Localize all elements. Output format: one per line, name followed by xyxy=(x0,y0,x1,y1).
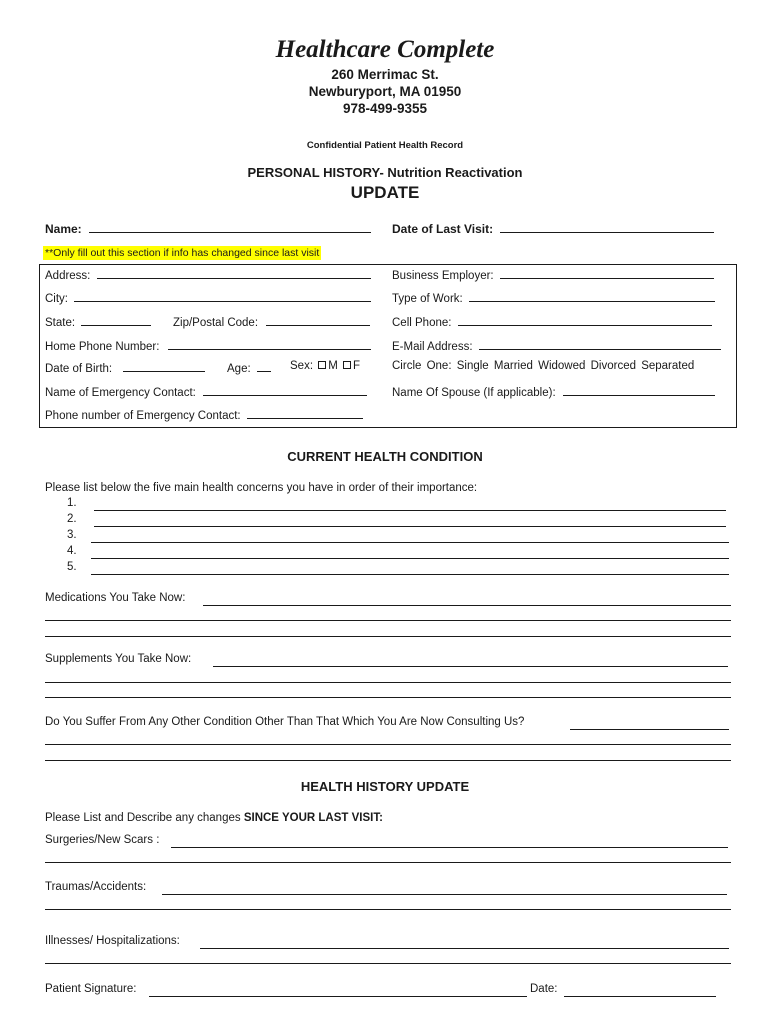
clinic-phone: 978-499-9355 xyxy=(342,101,428,116)
emergency-contact-label: Name of Emergency Contact: xyxy=(45,387,196,399)
name-line[interactable] xyxy=(89,221,371,233)
clinic-title: Healthcare Complete xyxy=(275,36,495,63)
work-type-field[interactable] xyxy=(392,290,715,305)
update-notice: **Only fill out this section if info has changed since last visit xyxy=(45,247,320,259)
marital-option-single[interactable]: Single xyxy=(456,360,489,372)
email-field[interactable] xyxy=(392,338,721,353)
spouse-field[interactable] xyxy=(392,384,715,399)
concern-line-2[interactable] xyxy=(94,526,726,527)
surgeries-label: Surgeries/New Scars : xyxy=(45,834,160,846)
other-condition-line-3[interactable] xyxy=(45,760,731,761)
spouse-label: Name Of Spouse (If applicable): xyxy=(392,387,556,399)
history-instructions-emphasis: SINCE YOUR LAST VISIT: xyxy=(243,812,383,824)
medications-line-3[interactable] xyxy=(45,636,731,637)
concern-line-3[interactable] xyxy=(91,542,729,543)
illnesses-line-2[interactable] xyxy=(45,963,731,964)
home-phone-line[interactable] xyxy=(168,338,371,350)
state-field[interactable] xyxy=(45,314,151,329)
signature-date-line[interactable] xyxy=(564,996,716,997)
home-phone-field[interactable] xyxy=(45,338,371,353)
dob-label: Date of Birth: xyxy=(45,363,113,375)
home-phone-label: Home Phone Number: xyxy=(45,341,160,353)
emergency-phone-line[interactable] xyxy=(247,407,363,419)
marital-status-field xyxy=(392,360,694,372)
last-visit-line[interactable] xyxy=(500,221,714,233)
traumas-label: Traumas/Accidents: xyxy=(45,881,147,893)
emergency-phone-field[interactable] xyxy=(45,407,363,422)
illnesses-label: Illnesses/ Hospitalizations: xyxy=(45,935,180,947)
employer-field[interactable] xyxy=(392,267,714,282)
other-condition-line-2[interactable] xyxy=(45,744,731,745)
employer-line[interactable] xyxy=(500,267,714,279)
dob-line[interactable] xyxy=(123,360,205,372)
other-condition-label: Do You Suffer From Any Other Condition Other Than That Which You Are Now Consulting Us? xyxy=(45,716,525,728)
concern-number-1: 1. xyxy=(67,497,77,509)
zip-field[interactable] xyxy=(173,314,370,329)
current-health-heading: CURRENT HEALTH CONDITION xyxy=(287,449,483,464)
concern-line-1[interactable] xyxy=(94,510,726,511)
emergency-contact-line[interactable] xyxy=(203,384,367,396)
emergency-phone-label: Phone number of Emergency Contact: xyxy=(45,410,241,422)
concerns-instructions: Please list below the five main health concerns you have in order of their importance: xyxy=(45,482,478,494)
circle-one-label: Circle One: xyxy=(392,360,452,372)
sex-m-label: M xyxy=(328,360,338,372)
marital-option-separated[interactable]: Separated xyxy=(641,360,695,372)
concern-line-5[interactable] xyxy=(91,574,729,575)
dob-field[interactable] xyxy=(45,360,205,375)
sex-m-checkbox[interactable] xyxy=(318,361,326,369)
illnesses-line-1[interactable] xyxy=(200,948,729,949)
medications-line-1[interactable] xyxy=(203,605,731,606)
form-title: PERSONAL HISTORY- Nutrition Reactivation xyxy=(247,165,523,180)
supplements-line-2[interactable] xyxy=(45,682,731,683)
last-visit-label: Date of Last Visit: xyxy=(392,222,494,236)
state-line[interactable] xyxy=(81,314,151,326)
email-line[interactable] xyxy=(479,338,721,350)
zip-line[interactable] xyxy=(266,314,370,326)
supplements-line-3[interactable] xyxy=(45,697,731,698)
last-visit-field[interactable] xyxy=(392,221,714,236)
surgeries-line-1[interactable] xyxy=(171,847,728,848)
medications-label: Medications You Take Now: xyxy=(45,592,186,604)
other-condition-line-1[interactable] xyxy=(570,729,729,730)
health-history-heading: HEALTH HISTORY UPDATE xyxy=(300,779,470,794)
name-label: Name: xyxy=(45,222,82,236)
email-label: E-Mail Address: xyxy=(392,341,473,353)
sex-field xyxy=(290,360,360,372)
sex-f-checkbox[interactable] xyxy=(343,361,351,369)
signature-date-label: Date: xyxy=(530,983,558,995)
age-label: Age: xyxy=(227,363,251,375)
notice-highlight xyxy=(43,243,321,261)
clinic-street: 260 Merrimac St. xyxy=(331,67,439,82)
age-field[interactable] xyxy=(227,360,271,375)
spouse-line[interactable] xyxy=(563,384,715,396)
cell-phone-label: Cell Phone: xyxy=(392,317,452,329)
city-field[interactable] xyxy=(45,290,371,305)
traumas-line-2[interactable] xyxy=(45,909,731,910)
concern-number-3: 3. xyxy=(67,529,77,541)
marital-option-widowed[interactable]: Widowed xyxy=(538,360,586,372)
emergency-contact-field[interactable] xyxy=(45,384,367,399)
confidential-label: Confidential Patient Health Record xyxy=(306,140,464,151)
history-instructions xyxy=(45,812,383,824)
history-instructions-text: Please List and Describe any changes xyxy=(45,812,241,824)
surgeries-line-2[interactable] xyxy=(45,862,731,863)
medications-line-2[interactable] xyxy=(45,620,731,621)
cell-phone-line[interactable] xyxy=(458,314,712,326)
marital-option-divorced[interactable]: Divorced xyxy=(590,360,636,372)
traumas-line-1[interactable] xyxy=(162,894,727,895)
age-line[interactable] xyxy=(257,360,271,372)
employer-label: Business Employer: xyxy=(392,270,494,282)
sex-label: Sex: xyxy=(290,360,314,372)
concern-number-4: 4. xyxy=(67,545,77,557)
name-field[interactable] xyxy=(45,221,371,236)
clinic-city: Newburyport, MA 01950 xyxy=(308,84,462,99)
city-line[interactable] xyxy=(74,290,371,302)
signature-label: Patient Signature: xyxy=(45,983,137,995)
cell-phone-field[interactable] xyxy=(392,314,712,329)
state-label: State: xyxy=(45,317,76,329)
signature-line[interactable] xyxy=(149,996,527,997)
address-label: Address: xyxy=(45,270,91,282)
concern-line-4[interactable] xyxy=(91,558,729,559)
form-subtitle: UPDATE xyxy=(350,183,420,202)
concern-number-2: 2. xyxy=(67,513,77,525)
concern-number-5: 5. xyxy=(67,561,77,573)
address-line[interactable] xyxy=(97,267,371,279)
sex-f-label: F xyxy=(353,360,361,372)
supplements-label: Supplements You Take Now: xyxy=(45,653,192,665)
address-field[interactable] xyxy=(45,267,371,282)
marital-option-married[interactable]: Married xyxy=(493,360,533,372)
zip-label: Zip/Postal Code: xyxy=(173,317,259,329)
work-type-label: Type of Work: xyxy=(392,293,463,305)
work-type-line[interactable] xyxy=(469,290,715,302)
city-label: City: xyxy=(45,293,68,305)
supplements-line-1[interactable] xyxy=(213,666,728,667)
